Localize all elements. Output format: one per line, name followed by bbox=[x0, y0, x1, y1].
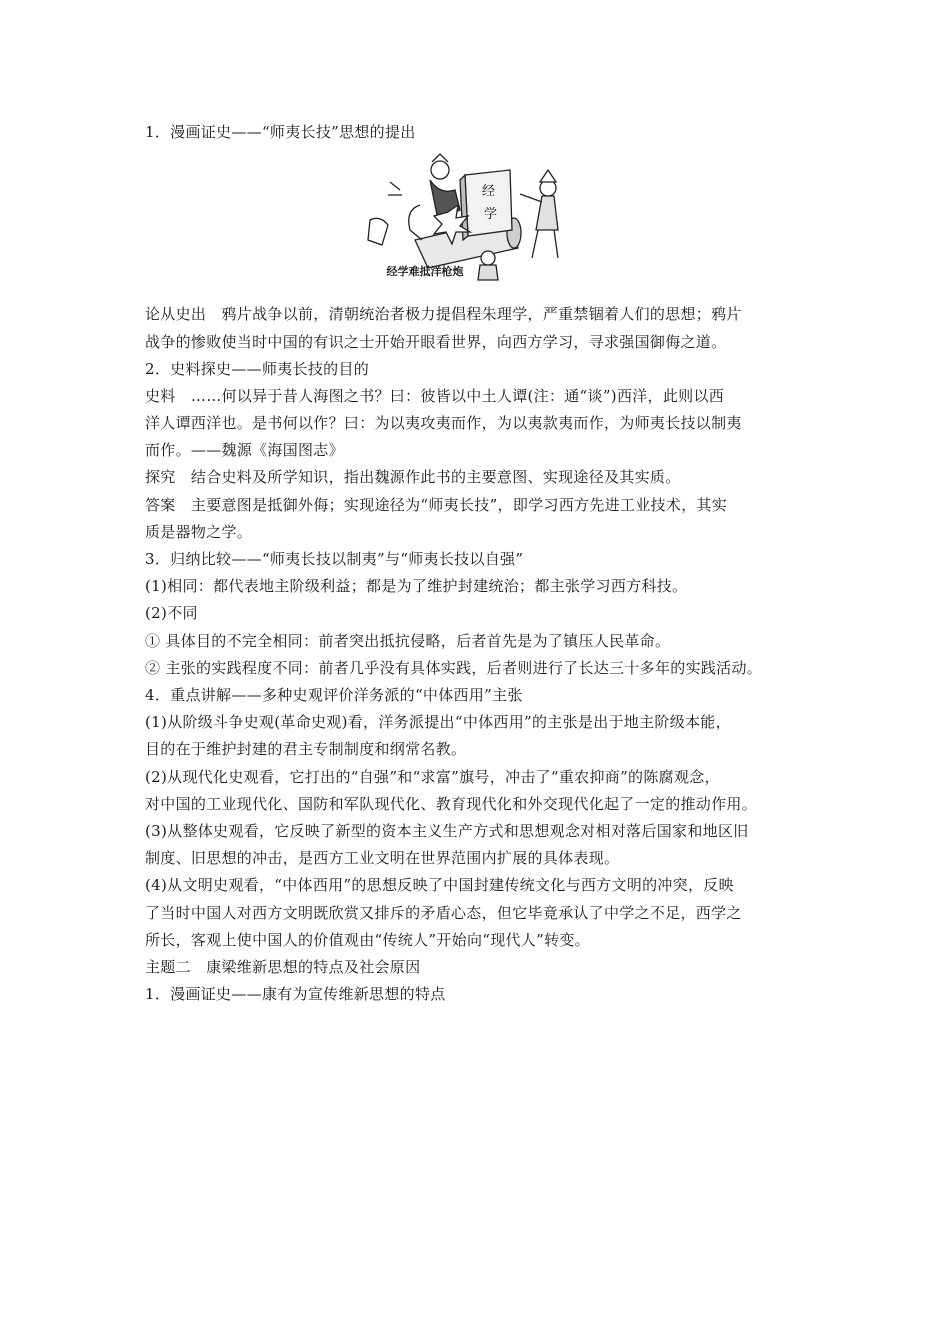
line-6: 而作。——魏源《海国图志》 bbox=[145, 441, 344, 459]
line-12: (2)不同 bbox=[145, 604, 198, 622]
line-13: ① 具体目的不完全相同：前者突出抵抗侵略，后者首先是为了镇压人民革命。 bbox=[145, 632, 671, 650]
line-8: 答案 主要意图是抵御外侮；实现途径为“师夷长技”，即学习西方先进工业技术，其实 bbox=[145, 496, 728, 514]
line-26: 1．漫画证史——康有为宣传维新思想的特点 bbox=[145, 985, 446, 1003]
line-9: 质是器物之学。 bbox=[145, 523, 253, 541]
line-19: 对中国的工业现代化、国防和军队现代化、教育现代化和外交现代化起了一定的推动作用。 bbox=[145, 795, 758, 813]
line-4: 史料 ……何以异于昔人海图之书？曰：彼皆以中土人谭(注：通“谈”)西洋，此则以西 bbox=[145, 387, 725, 405]
line-10: 3．归纳比较——“师夷长技以制夷”与“师夷长技以自强” bbox=[145, 550, 524, 568]
cartoon-caption: 经学难抵洋枪炮 bbox=[386, 265, 464, 278]
line-23: 了当时中国人对西方文明既欣赏又排斥的矛盾心态，但它毕竟承认了中学之不足，西学之 bbox=[145, 904, 742, 922]
line-24: 所长，客观上使中国人的价值观由“传统人”开始向“现代人”转变。 bbox=[145, 931, 590, 949]
line-5: 洋人谭西洋也。是书何以作？曰：为以夷攻夷而作，为以夷款夷而作，为师夷长技以制夷 bbox=[145, 414, 742, 432]
line-3: 2．史料探史——师夷长技的目的 bbox=[145, 360, 370, 378]
book-char-2: 学 bbox=[484, 207, 498, 222]
line-11: (1)相同：都代表地主阶级利益；都是为了维护封建统治；都主张学习西方科技。 bbox=[145, 577, 688, 595]
line-2: 战争的惨败使当时中国的有识之士开始开眼看世界，向西方学习，寻求强国御侮之道。 bbox=[145, 333, 727, 351]
line-7: 探究 结合史料及所学知识，指出魏源作此书的主要意图、实现途径及其实质。 bbox=[145, 468, 681, 486]
line-0: 1．漫画证史——“师夷长技”思想的提出 bbox=[145, 123, 416, 141]
line-16: (1)从阶级斗争史观(革命史观)看，洋务派提出“中体西用”的主张是出于地主阶级本能， bbox=[145, 713, 731, 731]
line-22: (4)从文明史观看，“中体西用”的思想反映了中国封建传统文化与西方文明的冲突，反映 bbox=[145, 876, 734, 894]
line-17: 目的在于维护封建的君主专制制度和纲常名教。 bbox=[145, 740, 467, 758]
line-15: 4．重点讲解——多种史观评价洋务派的“中体西用”主张 bbox=[145, 686, 523, 704]
line-1: 论从史出 鸦片战争以前，清朝统治者极力提倡程朱理学，严重禁锢着人们的思想；鸦片 bbox=[145, 305, 742, 323]
line-25: 主题二 康梁维新思想的特点及社会原因 bbox=[145, 958, 421, 976]
line-21: 制度、旧思想的冲击，是西方工业文明在世界范围内扩展的具体表现。 bbox=[145, 849, 620, 867]
line-20: (3)从整体史观看，它反映了新型的资本主义生产方式和思想观念对相对落后国家和地区旧 bbox=[145, 822, 749, 840]
line-18: (2)从现代化史观看，它打出的“自强”和“求富”旗号，冲击了“重农抑商”的陈腐观念， bbox=[145, 768, 720, 786]
book-char-1: 经 bbox=[482, 184, 496, 199]
line-14: ② 主张的实践程度不同：前者几乎没有具体实践，后者则进行了长达三十多年的实践活动。 bbox=[145, 659, 763, 677]
